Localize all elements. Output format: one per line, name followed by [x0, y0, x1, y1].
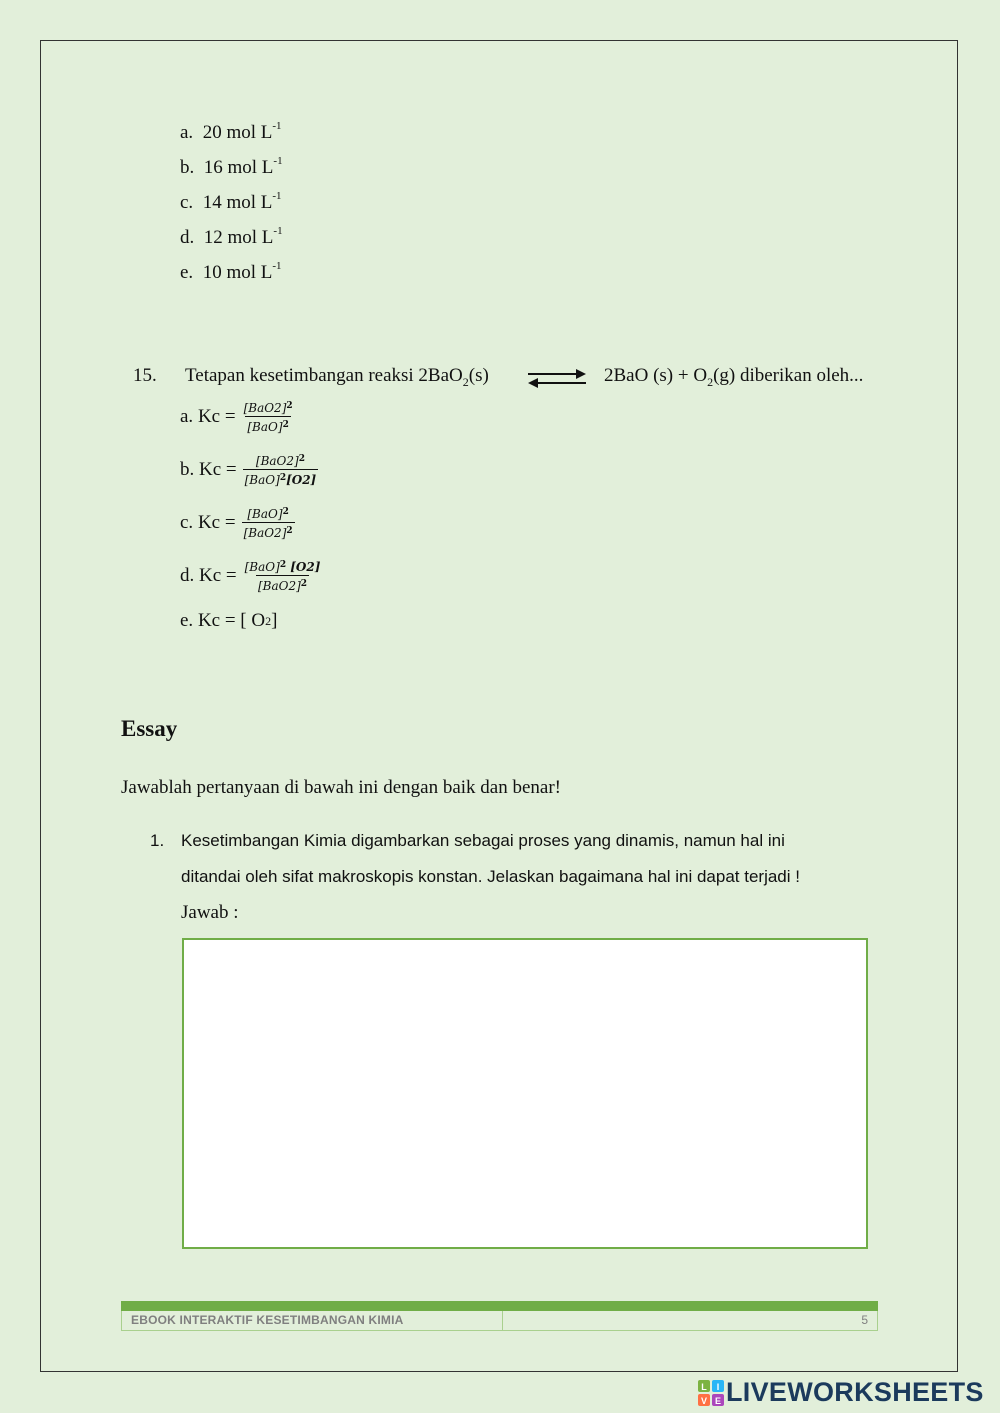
equilibrium-arrow-icon — [526, 367, 588, 389]
essay-question-number: 1. — [150, 831, 165, 850]
essay-instruction: Jawablah pertanyaan di bawah ini dengan baik dan benar! — [121, 777, 561, 798]
essay-heading: Essay — [121, 716, 178, 741]
essay-question-line-2: ditandai oleh sifat makroskopis konstan. Jelaskan bagaimana hal ini dapat terjadi ! — [181, 867, 800, 886]
liveworksheets-brand[interactable] — [698, 1377, 984, 1408]
svg-text:E: E — [714, 1395, 722, 1406]
kc-fraction: $\frac{[BaO]^2}{[BaO2]^2}$ — [243, 507, 293, 540]
q14-option-e: e. 10 mol $L^{-1}$ — [180, 260, 282, 283]
q14-option-d: d. 12 mol $L^{-1}$ — [180, 225, 283, 248]
brand-name: LIVEWORKSHEETS — [726, 1377, 984, 1407]
footer-title: EBOOK INTERAKTIF KESETIMBANGAN KIMIA — [122, 1311, 503, 1330]
q15-text-right: 2BaO $(s) + O_2(g)$ diberikan oleh... — [604, 365, 864, 389]
q15-option-c: c. Kc = $\frac{[BaO]^2}{[BaO2]^2}$ — [180, 507, 293, 540]
q14-option-c: c. 14 mol $L^{-1}$ — [180, 190, 282, 213]
liveworksheets-logo-icon — [698, 1380, 724, 1406]
q15-option-d: d. Kc = $\frac{[BaO]^2 [O2]}{[BaO2]^2}$ — [180, 560, 321, 593]
page-number: 5 — [861, 1313, 868, 1327]
footer-accent-bar — [121, 1301, 878, 1311]
svg-text:V: V — [700, 1395, 708, 1406]
essay-question-line-1: Kesetimbangan Kimia digambarkan sebagai proses yang dinamis, namun hal ini — [181, 831, 785, 850]
kc-fraction: $\frac{[BaO2]^2}{[BaO]^2[O2]}$ — [244, 454, 317, 487]
q15-option-a: a. Kc = $\frac{[BaO2]^2}{[BaO]^2}$ — [180, 401, 293, 434]
answer-textarea[interactable] — [182, 938, 868, 1249]
svg-text:I: I — [716, 1381, 720, 1392]
q15-number: 15. — [133, 365, 157, 386]
kc-fraction: $\frac{[BaO2]^2}{[BaO]^2}$ — [243, 401, 293, 434]
answer-label: Jawab : — [181, 902, 239, 923]
kc-fraction: $\frac{[BaO]^2 [O2]}{[BaO2]^2}$ — [244, 560, 321, 593]
q15-option-e: e. Kc = [ O 2 ] — [180, 610, 278, 631]
q15-text-left: Tetapan kesetimbangan reaksi 2BaO$_2$(s) — [185, 365, 489, 389]
q14-option-b: b. 16 mol $L^{-1}$ — [180, 155, 283, 178]
q15-option-b: b. Kc = $\frac{[BaO2]^2}{[BaO]^2[O2]}$ — [180, 454, 317, 487]
footer — [121, 1311, 878, 1331]
svg-text:L: L — [701, 1381, 707, 1392]
q14-option-a: a. 20 mol $L^{-1}$ — [180, 120, 282, 143]
